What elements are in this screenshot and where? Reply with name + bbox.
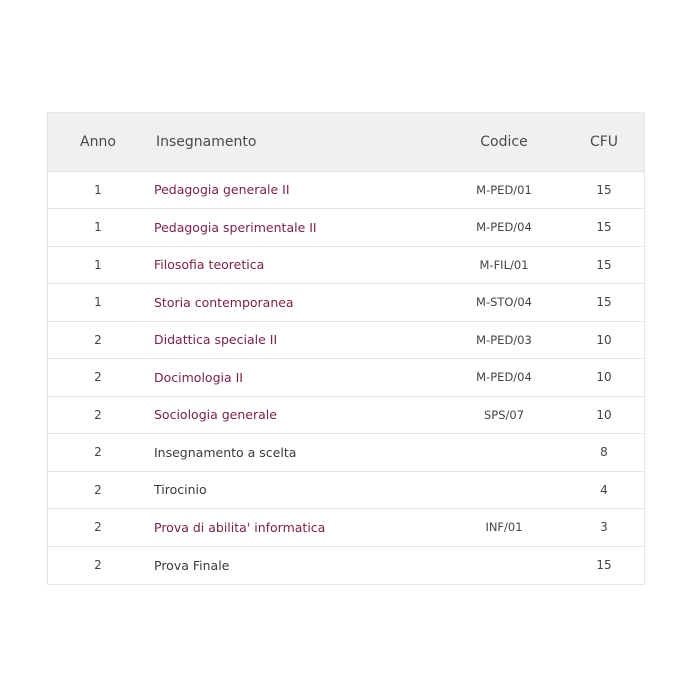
cell-anno: 2 — [94, 445, 102, 460]
cell-anno: 2 — [94, 332, 102, 347]
header-insegnamento: Insegnamento — [156, 133, 257, 150]
table-body — [48, 171, 644, 584]
courses-table-container — [47, 112, 645, 585]
cell-codice — [444, 546, 564, 584]
cell-codice: M-PED/04 — [476, 370, 532, 385]
cell-codice: SPS/07 — [483, 407, 525, 422]
cell-cfu: 4 — [600, 482, 608, 497]
cell-anno: 2 — [94, 370, 102, 385]
cell-codice: M-PED/04 — [476, 220, 532, 235]
table-row — [48, 246, 644, 284]
cell-codice: M-STO/04 — [476, 295, 532, 310]
table-row — [48, 359, 644, 397]
cell-cfu: 15 — [596, 295, 612, 310]
table-row — [48, 546, 644, 584]
table-row — [48, 471, 644, 509]
table-row — [48, 434, 644, 472]
course-name: Tirocinio — [154, 482, 207, 498]
course-link[interactable]: Prova di abilita' informatica — [154, 519, 326, 535]
cell-cfu: 10 — [596, 332, 612, 347]
cell-codice: INF/01 — [485, 520, 523, 535]
table-row — [48, 321, 644, 359]
course-name: Prova Finale — [154, 557, 230, 573]
course-link[interactable]: Docimologia II — [154, 369, 243, 385]
cell-anno: 2 — [94, 558, 102, 572]
table-header — [48, 113, 644, 171]
cell-cfu: 15 — [596, 182, 612, 197]
cell-cfu: 15 — [596, 220, 612, 235]
course-link[interactable]: Sociologia generale — [154, 407, 277, 423]
course-link[interactable]: Filosofia teoretica — [154, 257, 265, 273]
cell-codice: M-FIL/01 — [479, 257, 529, 272]
course-name: Insegnamento a scelta — [154, 444, 297, 460]
cell-anno: 1 — [94, 295, 102, 310]
table-row — [48, 396, 644, 434]
cell-codice — [444, 471, 564, 509]
table-row — [48, 209, 644, 247]
cell-cfu: 8 — [600, 445, 608, 460]
course-link[interactable]: Storia contemporanea — [154, 294, 294, 310]
header-row — [48, 113, 644, 171]
cell-cfu: 10 — [596, 407, 612, 422]
course-link[interactable]: Pedagogia sperimentale II — [154, 219, 317, 235]
cell-codice: M-PED/01 — [476, 182, 532, 197]
cell-codice — [444, 434, 564, 472]
cell-anno: 1 — [94, 257, 102, 272]
cell-anno: 1 — [94, 220, 102, 235]
cell-anno: 2 — [94, 407, 102, 422]
courses-table — [48, 113, 644, 584]
table-row — [48, 284, 644, 322]
table-row — [48, 509, 644, 547]
cell-anno: 1 — [94, 182, 102, 197]
cell-anno: 2 — [94, 482, 102, 497]
header-codice: Codice — [480, 133, 528, 150]
cell-cfu: 10 — [596, 370, 612, 385]
cell-cfu: 15 — [596, 558, 612, 572]
cell-cfu: 3 — [600, 520, 608, 535]
cell-codice: M-PED/03 — [476, 332, 532, 347]
header-cfu: CFU — [589, 133, 619, 150]
course-link[interactable]: Didattica speciale II — [154, 332, 278, 348]
cell-cfu: 15 — [596, 257, 612, 272]
header-anno: Anno — [80, 133, 116, 150]
table-row — [48, 171, 644, 209]
course-link[interactable]: Pedagogia generale II — [154, 182, 290, 198]
cell-anno: 2 — [94, 520, 102, 535]
